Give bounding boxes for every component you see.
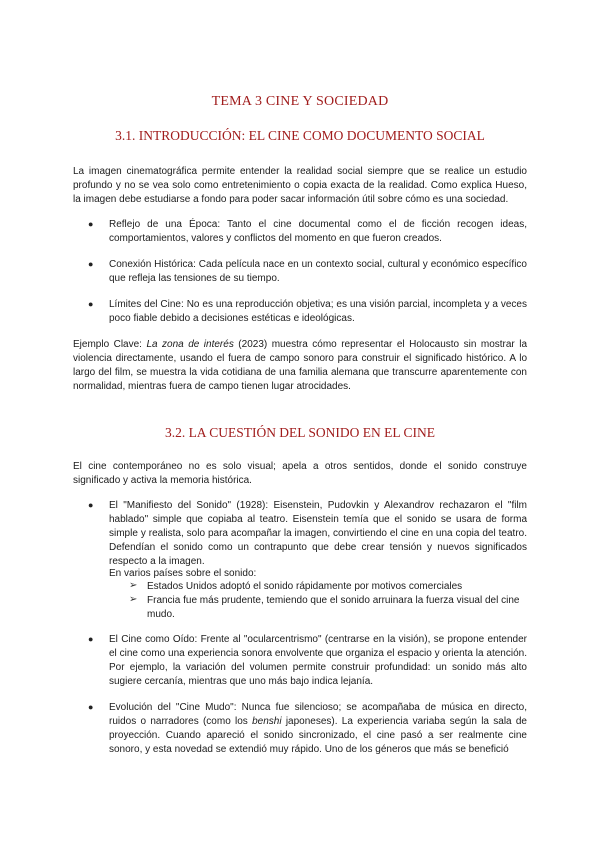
section2-bullet-silent: [109, 701, 527, 757]
example-lead: Ejemplo Clave:: [73, 339, 147, 350]
section1-bullet: Límites del Cine: No es una reproducción objetiva; es una visión parcial, incompleta y a veces poco fiable debido a decisiones estéticas e ideológicas.: [109, 299, 527, 324]
section-heading-1: 3.1. INTRODUCCIÓN: EL CINE COMO DOCUMENTO SOCIAL: [115, 128, 485, 143]
sub-list-lead: En varios países sobre el sonido:: [109, 568, 257, 579]
silent-text-b: japoneses). La experiencia variaba según la sala de proyección. Cuando apareció el sonido sincronizado, el cine pasó a ser realmente cine sonoro, y esta novedad se extendió muy rápido. Uno de los géneros que más se benefició: [109, 716, 527, 755]
benshi-term: benshi: [252, 716, 282, 727]
bullet-dot-icon: ●: [88, 702, 94, 712]
sub-list-item: Francia fue más prudente, temiendo que el sonido arruinara la fuerza visual del cine mudo.: [147, 595, 520, 620]
silent-text-a: Evolución del "Cine Mudo": Nunca fue silencioso; se acompañaba de música en directo, ruidos o narradores (como los: [109, 702, 527, 727]
section2-intro: El cine contemporáneo no es solo visual; apela a otros sentidos, donde el sonido construye significado y activa la memoria histórica.: [73, 461, 527, 486]
section2-bullet-ear: El Cine como Oído: Frente al "ocularcentrismo" (centrarse en la visión), se propone entender el cine como una experiencia sonora envolvente que organiza el espacio y orienta la atención. Por ejemplo, la variación del volumen permite construir profundidad: un sonido más alto sugiere cercanía, mientras que uno más bajo indica lejanía.: [109, 634, 527, 687]
bullet-dot-icon: ●: [88, 299, 94, 309]
section1-bullet: Conexión Histórica: Cada película nace en un contexto social, cultural y económico específico que refleja las tensiones de su tiempo.: [109, 259, 527, 284]
section2-bullet-manifesto: El "Manifiesto del Sonido" (1928): Eisenstein, Pudovkin y Alexandrov rechazaron el "film hablado" simple que copiaba al teatro. Eisenstein temía que el sonido se usara de forma simple y realista, solo para acompañar la imagen, convirtiendo el cine en una copia del teatro. Defendían el sonido como un contrapunto que debe crear tensión y nuevos significados respecto a la imagen.: [109, 500, 527, 567]
example-film-title: La zona de interés: [146, 339, 234, 350]
section1-bullet: Reflejo de una Época: Tanto el cine documental como el de ficción recogen ideas, comportamientos, valores y conflictos del momento en que fueron creados.: [109, 219, 527, 244]
section1-intro: La imagen cinematográfica permite entender la realidad social siempre que se realice un estudio profundo y no se vea solo como entretenimiento o copia exacta de la realidad. Como explica Hueso, la imagen debe estudiarse a fondo para poder sacar información útil sobre cómo es una sociedad.: [73, 166, 527, 205]
example-text: (2023) muestra cómo representar el Holocausto sin mostrar la violencia directamente, usando el fuera de campo sonoro para construir el significado histórico. A lo largo del film, se muestra la vida cotidiana de una familia alemana que transcurre aparentemente con normalidad, mientras fuera de campo tienen lugar atrocidades.: [73, 339, 528, 392]
section1-example: [73, 338, 527, 394]
arrow-bullet-icon: ➢: [129, 580, 138, 591]
arrow-bullet-icon: ➢: [129, 594, 138, 605]
sub-list-item: Estados Unidos adoptó el sonido rápidamente por motivos comerciales: [147, 581, 463, 592]
bullet-dot-icon: ●: [88, 634, 94, 644]
bullet-dot-icon: ●: [88, 219, 94, 229]
bullet-dot-icon: ●: [88, 259, 94, 269]
section-heading-2: 3.2. LA CUESTIÓN DEL SONIDO EN EL CINE: [164, 425, 436, 440]
page-title: TEMA 3 CINE Y SOCIEDAD: [211, 94, 389, 109]
bullet-dot-icon: ●: [88, 500, 94, 510]
